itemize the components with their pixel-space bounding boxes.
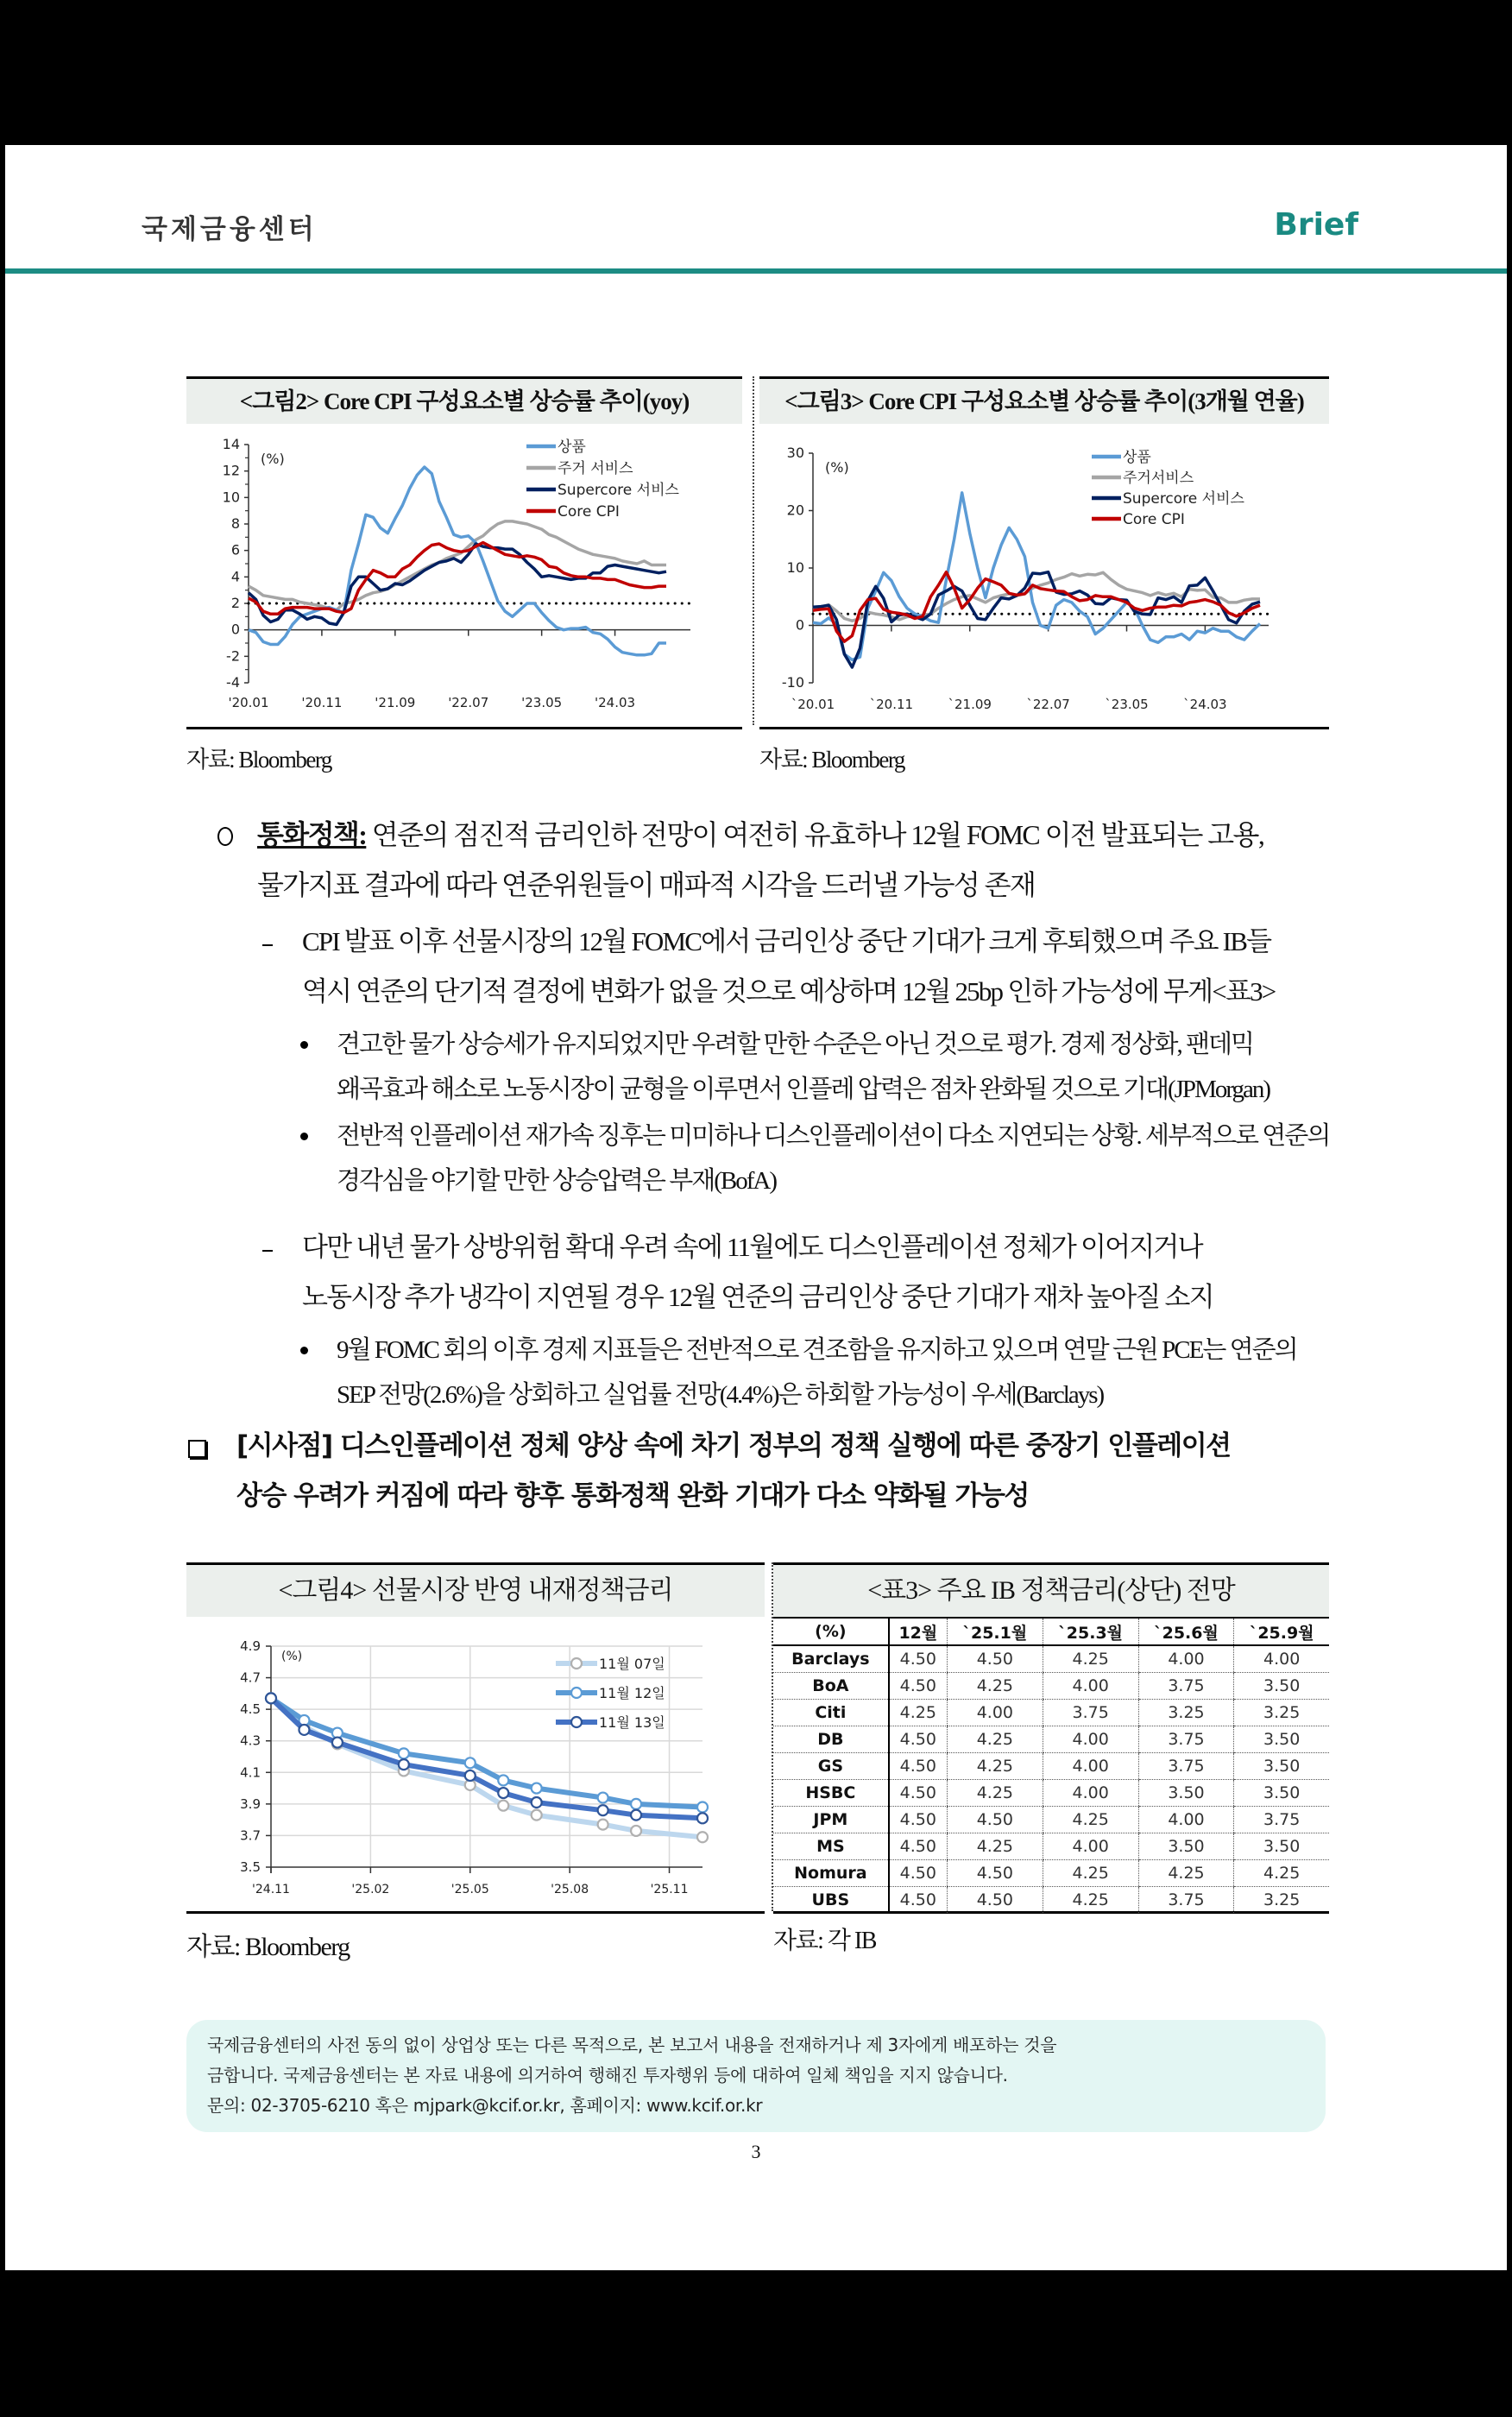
rate-cell: 3.50 (1138, 1780, 1234, 1807)
disclaimer-contact: 문의: 02-3705-6210 혹은 mjpark@kcif.or.kr, 홈페이지: www.kcif.or.kr (207, 2095, 763, 2116)
rate-cell: 3.50 (1234, 1753, 1329, 1780)
col-header: `25.3월 (1043, 1619, 1138, 1645)
dash-item-1-line2: 역시 연준의 단기적 결정에 변화가 없을 것으로 예상하며 12월 25bp 인하 가능성에 무게<표3> (302, 976, 1276, 1007)
rate-cell: 4.25 (1043, 1645, 1138, 1673)
rate-cell: 4.25 (1138, 1860, 1234, 1887)
legend-label: Core CPI (558, 503, 620, 521)
rate-cell: 4.50 (889, 1726, 948, 1753)
policy-heading: 통화정책: (257, 819, 367, 850)
table-row (773, 1833, 1329, 1860)
dot-item-3-line2: SEP 전망(2.6%)을 상회하고 실업률 전망(4.4%)은 하회할 가능성이 우세(Barclays) (337, 1381, 1104, 1409)
legend-label: Supercore 서비스 (558, 482, 679, 499)
y-tick-label: 4.3 (240, 1732, 261, 1749)
y-tick-label: 0 (795, 616, 804, 634)
rate-cell: 4.00 (1043, 1673, 1138, 1700)
figure-4 (186, 1562, 765, 1914)
disclaimer-line2: 금합니다. 국제금융센터는 본 자료 내용에 의거하여 행해진 투자행위 등에 대하여 일체 책임을 지지 않습니다. (207, 2065, 1008, 2086)
bank-name-cell: Barclays (773, 1645, 889, 1673)
legend-marker (571, 1688, 582, 1698)
y-tick-label: 4.9 (240, 1638, 261, 1654)
figure-4-chart (186, 1617, 765, 1909)
dash-item-1-line1: CPI 발표 이후 선물시장의 12월 FOMC에서 금리인상 중단 기대가 크게 후퇴했으며 주요 IB들 (302, 926, 1271, 956)
table-row (773, 1807, 1329, 1833)
series-marker (631, 1810, 641, 1821)
table-row (773, 1860, 1329, 1887)
disclaimer-box (186, 2020, 1326, 2132)
x-tick-label: '25.05 (450, 1883, 489, 1896)
col-header: 12월 (889, 1619, 948, 1645)
rate-cell: 3.75 (1138, 1753, 1234, 1780)
x-tick-label: '24.03 (595, 695, 636, 710)
x-tick-label: `22.07 (1026, 697, 1070, 712)
y-tick-label: 3.9 (240, 1795, 261, 1812)
table-3-title: <표3> 주요 IB 정책금리(상단) 전망 (773, 1565, 1329, 1619)
rate-cell: 3.50 (1234, 1780, 1329, 1807)
rate-cell: 4.25 (947, 1753, 1043, 1780)
rate-cell: 4.25 (947, 1833, 1043, 1860)
x-tick-label: '22.07 (448, 695, 489, 710)
figure-2 (186, 376, 742, 729)
series-marker (598, 1820, 608, 1830)
org-title: 국제금융센터 (142, 214, 318, 245)
disclaimer-line1: 국제금융센터의 사전 동의 없이 상업상 또는 다른 목적으로, 본 보고서 내용을 전재하거나 제 3자에게 배포하는 것을 (207, 2035, 1057, 2055)
bank-name-cell: Citi (773, 1700, 889, 1726)
x-tick-label: `24.03 (1183, 697, 1227, 712)
dash-icon (262, 1250, 273, 1252)
policy-text-line1: 연준의 점진적 금리인하 전망이 여전히 유효하나 12월 FOMC 이전 발표되는 고용, (366, 819, 1264, 850)
figure-4-source: 자료: Bloomberg (186, 1933, 350, 1961)
unit-label: (%) (261, 451, 285, 467)
rate-cell: 4.50 (947, 1887, 1043, 1914)
figure-2-chart (186, 424, 742, 724)
dot-item-2-line2: 경각심을 야기할 만한 상승압력은 부재(BofA) (337, 1167, 776, 1195)
x-tick-label: `21.09 (948, 697, 992, 712)
dot-bullet-icon (300, 1133, 308, 1140)
dash-icon (262, 944, 273, 946)
rate-cell: 4.00 (1138, 1807, 1234, 1833)
x-tick-label: `23.05 (1105, 697, 1149, 712)
dot-item-1-line1: 견고한 물가 상승세가 유지되었지만 우려할 만한 수준은 아닌 것으로 평가. 경제 정상화, 팬데믹 (337, 1031, 1254, 1058)
rate-cell: 3.25 (1234, 1700, 1329, 1726)
table-row (773, 1645, 1329, 1673)
y-tick-label: 2 (230, 595, 240, 611)
dot-item-1-line2: 왜곡효과 해소로 노동시장이 균형을 이루면서 인플레 압력은 점차 완화될 것으로 기대(JPMorgan) (337, 1076, 1270, 1103)
x-tick-label: '25.02 (351, 1883, 390, 1896)
y-tick-label: 10 (786, 559, 804, 576)
rate-cell: 4.25 (947, 1780, 1043, 1807)
bank-name-cell: BoA (773, 1673, 889, 1700)
series-marker (498, 1801, 508, 1811)
legend-label: 11월 12일 (599, 1685, 665, 1701)
y-tick-label: 20 (786, 502, 804, 519)
legend-marker (571, 1658, 582, 1669)
unit-label: (%) (825, 459, 849, 476)
series-marker (631, 1799, 641, 1809)
y-tick-label: -4 (226, 674, 240, 691)
col-header: `25.1월 (947, 1619, 1043, 1645)
legend-label: Supercore 서비스 (1123, 490, 1244, 508)
x-tick-label: '24.11 (252, 1883, 290, 1896)
rate-cell: 4.00 (1043, 1833, 1138, 1860)
implication-line1: [시사점] 디스인플레이션 정체 양상 속에 차기 정부의 정책 실행에 따른 중장기 인플레이션 (236, 1430, 1231, 1461)
series-marker (266, 1693, 276, 1703)
policy-text-line2: 물가지표 결과에 따라 연준위원들이 매파적 시각을 드러낼 가능성 존재 (257, 869, 1036, 900)
series-marker (697, 1802, 708, 1813)
x-tick-label: '25.08 (551, 1883, 589, 1896)
rate-cell: 3.50 (1234, 1673, 1329, 1700)
bank-name-cell: MS (773, 1833, 889, 1860)
series-marker (465, 1758, 476, 1768)
y-tick-label: 8 (230, 515, 240, 532)
rate-cell: 4.00 (1234, 1645, 1329, 1673)
bank-name-cell: Nomura (773, 1860, 889, 1887)
rate-cell: 4.50 (889, 1860, 948, 1887)
x-tick-label: '25.11 (650, 1883, 689, 1896)
rate-cell: 4.50 (889, 1833, 948, 1860)
series-marker (399, 1759, 409, 1770)
document-page (5, 145, 1507, 2270)
table-row (773, 1753, 1329, 1780)
y-tick-label: -10 (781, 674, 804, 691)
square-bullet-icon (188, 1440, 206, 1458)
rate-cell: 4.50 (947, 1860, 1043, 1887)
dot-item-3-line1: 9월 FOMC 회의 이후 경제 지표들은 전반적으로 견조함을 유지하고 있으며 연말 근원 PCE는 연준의 (337, 1336, 1297, 1364)
implication-line2: 상승 우려가 커짐에 따라 향후 통화정책 완화 기대가 다소 약화될 가능성 (236, 1480, 1029, 1511)
legend-label: 주거 서비스 (558, 460, 633, 477)
rate-cell: 4.50 (889, 1780, 948, 1807)
x-tick-label: '20.01 (228, 695, 269, 710)
series-line-0 (813, 493, 1260, 660)
x-tick-label: '20.11 (301, 695, 343, 710)
y-tick-label: 6 (230, 541, 240, 558)
bank-name-cell: GS (773, 1753, 889, 1780)
series-marker (532, 1810, 542, 1821)
header-divider (5, 268, 1507, 274)
dash-item-2 (302, 1222, 1338, 1322)
series-marker (697, 1832, 708, 1842)
dot-bullet-icon (300, 1041, 308, 1049)
rate-cell: 4.25 (947, 1673, 1043, 1700)
y-tick-label: 4.5 (240, 1701, 261, 1718)
series-marker (598, 1805, 608, 1815)
bank-name-cell: HSBC (773, 1780, 889, 1807)
x-tick-label: '23.05 (521, 695, 563, 710)
rate-cell: 4.50 (889, 1645, 948, 1673)
rate-cell: 4.00 (1043, 1726, 1138, 1753)
y-tick-label: 3.5 (240, 1859, 261, 1875)
series-marker (465, 1770, 476, 1781)
dot-item-3 (337, 1328, 1338, 1417)
series-marker (399, 1748, 409, 1758)
legend-label: 11월 13일 (599, 1714, 665, 1731)
x-tick-label: `20.01 (791, 697, 835, 712)
series-marker (532, 1783, 542, 1794)
rate-cell: 3.75 (1138, 1726, 1234, 1753)
dot-item-2 (337, 1114, 1338, 1203)
dash-item-1 (302, 917, 1338, 1017)
rate-cell: 4.25 (1234, 1860, 1329, 1887)
rate-cell: 4.25 (1043, 1860, 1138, 1887)
rate-cell: 4.25 (889, 1700, 948, 1726)
col-header: (%) (773, 1619, 889, 1645)
rate-cell: 4.25 (947, 1726, 1043, 1753)
bank-name-cell: JPM (773, 1807, 889, 1833)
rate-cell: 4.00 (1138, 1645, 1234, 1673)
y-tick-label: 0 (230, 621, 240, 638)
rate-cell: 4.25 (1043, 1807, 1138, 1833)
table-row (773, 1780, 1329, 1807)
rate-cell: 4.25 (1043, 1887, 1138, 1914)
x-tick-label: `20.11 (869, 697, 914, 712)
figure-2-source: 자료: Bloomberg (186, 747, 331, 773)
table-row (773, 1700, 1329, 1726)
series-marker (532, 1797, 542, 1808)
bank-name-cell: UBS (773, 1887, 889, 1914)
unit-label: (%) (281, 1650, 303, 1663)
rate-cell: 3.50 (1138, 1833, 1234, 1860)
figure-4-title: <그림4> 선물시장 반영 내재정책금리 (186, 1565, 765, 1617)
table-3 (773, 1562, 1329, 1914)
policy-paragraph (257, 810, 1336, 910)
rate-cell: 3.75 (1138, 1673, 1234, 1700)
figure-3 (759, 376, 1329, 729)
dash-item-2-line2: 노동시장 추가 냉각이 지연될 경우 12월 연준의 금리인상 중단 기대가 재차 높아질 소지 (302, 1282, 1213, 1312)
figure-3-source: 자료: Bloomberg (759, 747, 904, 773)
rate-cell: 4.50 (889, 1753, 948, 1780)
legend-label: 상품 (558, 439, 586, 456)
series-marker (498, 1788, 508, 1798)
y-tick-label: 3.7 (240, 1827, 261, 1844)
legend-marker (571, 1717, 582, 1727)
series-marker (598, 1793, 608, 1803)
rate-cell: 4.50 (947, 1807, 1043, 1833)
dash-item-2-line1: 다만 내년 물가 상방위험 확대 우려 속에 11월에도 디스인플레이션 정체가 이어지거나 (302, 1232, 1202, 1262)
legend-label: Core CPI (1123, 511, 1185, 528)
table-header-row (773, 1619, 1329, 1645)
x-tick-label: '21.09 (375, 695, 416, 710)
rate-cell: 3.25 (1138, 1700, 1234, 1726)
rate-cell: 4.50 (889, 1807, 948, 1833)
table-3-source: 자료: 각 IB (773, 1928, 876, 1954)
legend-label: 11월 07일 (599, 1656, 665, 1672)
dot-bullet-icon (300, 1347, 308, 1354)
y-tick-label: 30 (786, 445, 804, 461)
rate-cell: 4.00 (1043, 1753, 1138, 1780)
table-row (773, 1887, 1329, 1914)
implication-heading (236, 1421, 1341, 1521)
ib-forecast-table (773, 1619, 1329, 1913)
series-marker (498, 1775, 508, 1785)
legend-label: 상품 (1123, 449, 1151, 466)
figure-2-title: <그림2> Core CPI 구성요소별 상승률 추이(yoy) (186, 379, 742, 424)
rate-cell: 4.50 (889, 1887, 948, 1914)
rate-cell: 4.50 (947, 1645, 1043, 1673)
y-tick-label: -2 (226, 647, 240, 665)
page-number: 3 (751, 2141, 761, 2162)
rate-cell: 3.75 (1138, 1887, 1234, 1914)
rate-cell: 3.50 (1234, 1833, 1329, 1860)
y-tick-label: 14 (222, 436, 240, 452)
series-marker (299, 1725, 309, 1735)
col-header: `25.9월 (1234, 1619, 1329, 1645)
rate-cell: 4.00 (947, 1700, 1043, 1726)
figure-3-chart (759, 424, 1329, 724)
dot-item-2-line1: 전반적 인플레이션 재가속 징후는 미미하나 디스인플레이션이 다소 지연되는 상황. 세부적으로 연준의 (337, 1122, 1330, 1150)
y-tick-label: 10 (222, 489, 240, 506)
y-tick-label: 12 (222, 462, 240, 479)
bank-name-cell: DB (773, 1726, 889, 1753)
rate-cell: 3.50 (1234, 1726, 1329, 1753)
y-tick-label: 4.7 (240, 1669, 261, 1686)
figure-divider (753, 376, 754, 725)
circle-bullet-icon (217, 827, 233, 846)
rate-cell: 3.75 (1043, 1700, 1138, 1726)
rate-cell: 4.50 (889, 1673, 948, 1700)
brief-label: Brief (1274, 207, 1358, 243)
y-tick-label: 4.1 (240, 1764, 261, 1781)
legend-label: 주거서비스 (1123, 470, 1194, 487)
series-marker (697, 1813, 708, 1823)
col-header: `25.6월 (1138, 1619, 1234, 1645)
rate-cell: 3.75 (1234, 1807, 1329, 1833)
dot-item-1 (337, 1022, 1338, 1112)
rate-cell: 4.00 (1043, 1780, 1138, 1807)
figure-3-title: <그림3> Core CPI 구성요소별 상승률 추이(3개월 연율) (759, 379, 1329, 424)
series-marker (332, 1738, 343, 1748)
table-row (773, 1726, 1329, 1753)
table-row (773, 1673, 1329, 1700)
y-tick-label: 4 (230, 568, 240, 585)
series-marker (631, 1826, 641, 1836)
rate-cell: 3.25 (1234, 1887, 1329, 1914)
